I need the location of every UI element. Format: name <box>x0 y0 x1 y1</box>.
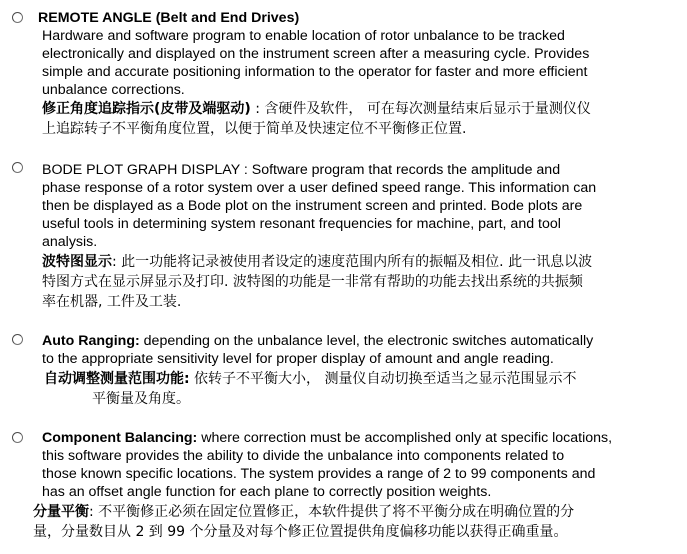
component-balancing-english-text: Component Balancing: where correction must be accomplished only at specific locations, this software provides the ability to divide the unbalance into components related to those known specific locations. The system provides a range of 2 to 99 components and has an offset angle function for each plane to correctly position weights. <box>42 430 613 500</box>
component-balancing-chinese-text: 分量平衡: 不平衡修正必须在固定位置修正，本软件提供了将不平衡分成在明确位置的分 量，分量数目从 2 到 99 个分量及对每个修正位置提供角度偏移功能以获得正确重量。 <box>33 504 575 540</box>
remote-angle-english-text: REMOTE ANGLE (Belt and End Drives) Hardware and software program to enable location of rotor unbalance to be tracked electronically and displayed on the instrument screen after a measuring cycle. Provides simple and accurate positioning information to the operator for faster and more efficient unbalance corrections. <box>38 10 590 98</box>
component-balancing-radio-button[interactable] <box>12 432 23 443</box>
component-balancing-chinese-title: 分量平衡 <box>33 504 89 520</box>
auto-ranging-chinese-title: 自动调整测量范围功能: <box>44 371 190 387</box>
auto-ranging-english-text: Auto Ranging: depending on the unbalance level, the electronic switches automatically to the appropriate sensitivity level for proper display of amount and angle reading. <box>42 333 594 367</box>
auto-ranging-chinese-text: 自动调整测量范围功能: 依转子不平衡大小， 测量仪自动切换至适当之显示范围显示不 平衡量及角度。 <box>44 371 577 407</box>
remote-angle-radio-button[interactable] <box>12 12 23 23</box>
auto-ranging-radio-button[interactable] <box>12 334 23 345</box>
remote-angle-title: REMOTE ANGLE (Belt and End Drives) <box>38 10 300 26</box>
remote-angle-chinese-text: 修正角度追踪指示(皮带及端驱动) : 含硬件及软件， 可在每次测量结束后显示于量测仪仪 上追踪转子不平衡角度位置，以便于简单及快速定位不平衡修正位置. <box>42 101 591 137</box>
bode-plot-radio-button[interactable] <box>12 162 23 173</box>
bode-plot-chinese-text: 波特图显示: 此一功能将记录被使用者设定的速度范围内所有的振幅及相位. 此一讯息以波 特图方式在显示屏显示及打印. 波特图的功能是一非常有帮助的功能去找出系统的共振频 率在机器, 工件及工装. <box>42 254 593 310</box>
auto-ranging-title: Auto Ranging: <box>42 333 140 349</box>
component-balancing-title: Component Balancing: <box>42 430 198 446</box>
bode-plot-english-text: BODE PLOT GRAPH DISPLAY : Software program that records the amplitude and phase response of a rotor system over a user defined speed range. This information can then be displayed as a Bode plot on the instrument screen and printed. Bode plots are useful tools in determining system resonant frequencies for machine, part, and tool analysis. <box>42 162 597 250</box>
remote-angle-chinese-title: 修正角度追踪指示(皮带及端驱动) <box>42 101 251 117</box>
bode-plot-chinese-title: 波特图显示 <box>42 254 112 270</box>
bode-plot-title: BODE PLOT GRAPH DISPLAY <box>42 162 240 178</box>
